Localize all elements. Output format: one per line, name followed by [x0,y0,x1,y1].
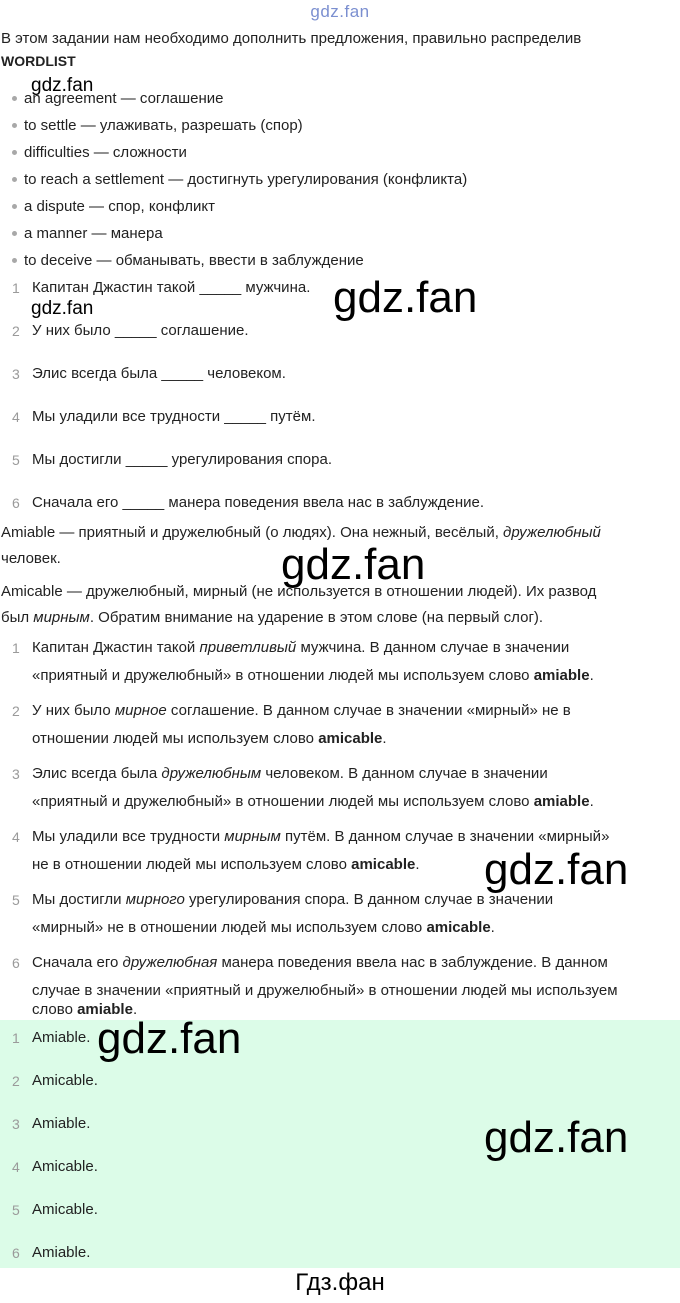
watermark: gdz.fan [97,1014,242,1063]
wordlist-item: to reach a settlement — достигнуть урегулирования (конфликта) [12,171,467,188]
bullet-icon [12,123,17,128]
wordlist-title: WORDLIST [1,53,76,69]
amicable-definition-line: был мирным. Обратим внимание на ударение в этом слове (на первый слог). [1,609,544,626]
amiable-definition-line: человек. [1,550,61,567]
watermark: gdz.fan [31,75,94,96]
watermark: gdz.fan [281,540,426,589]
wordlist-item: to settle — улаживать, разрешать (спор) [12,117,303,134]
wordlist-item: a manner — манера [12,225,163,242]
watermark: gdz.fan [31,298,94,319]
watermark: gdz.fan [333,273,478,322]
watermark: gdz.fan [484,845,629,894]
footer-watermark: Гдз.фан [295,1269,385,1296]
wordlist-item: a dispute — спор, конфликт [12,198,215,215]
top-watermark: gdz.fan [310,2,370,21]
wordlist-item: difficulties — сложности [12,144,187,161]
bullet-icon [12,204,17,209]
amiable-definition-line: Amiable — приятный и дружелюбный (о людях). Она нежный, весёлый, дружелюбный [1,524,601,541]
bullet-icon [12,150,17,155]
intro-text: В этом задании нам необходимо дополнить предложения, правильно распределив [1,30,582,47]
amicable-definition-line: Amicable — дружелюбный, мирный (не используется в отношении людей). Их развод [1,583,597,600]
watermark: gdz.fan [484,1113,629,1162]
bullet-icon [12,258,17,263]
bullet-icon [12,96,17,101]
wordlist-item: to deceive — обманывать, ввести в заблуждение [12,252,364,269]
wordlist-item: an agreement — соглашение [12,90,224,107]
bullet-icon [12,177,17,182]
bullet-icon [12,231,17,236]
